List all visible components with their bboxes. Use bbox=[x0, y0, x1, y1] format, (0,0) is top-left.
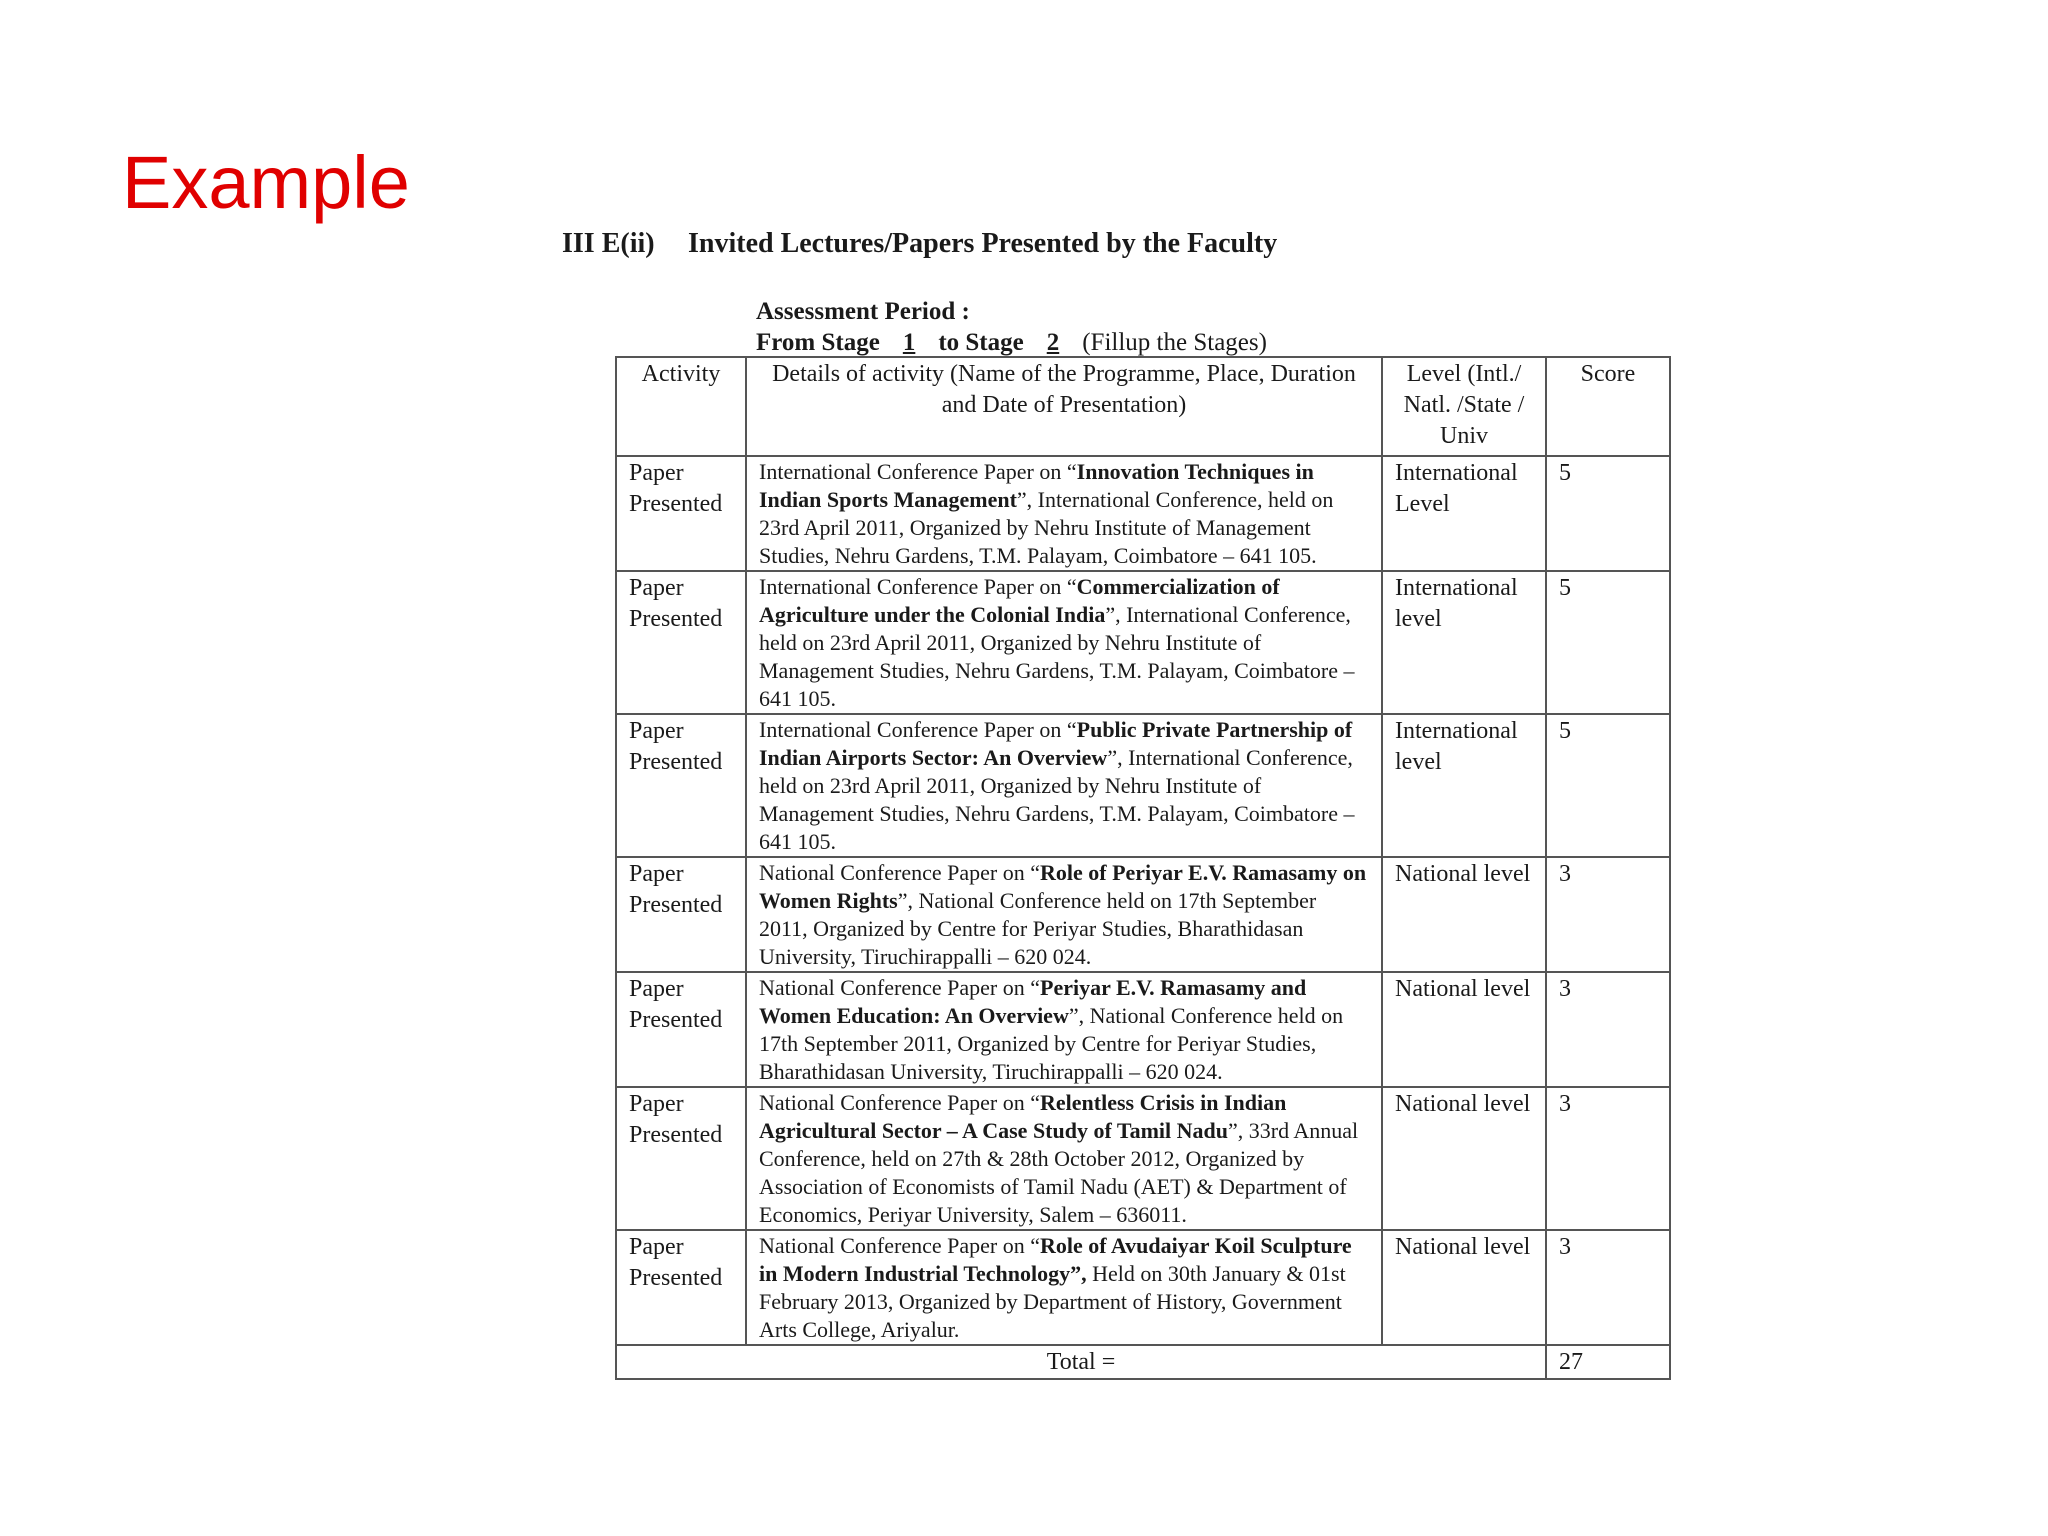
assessment-label: Assessment Period : bbox=[756, 298, 970, 325]
activity-cell: Paper Presented bbox=[616, 571, 746, 714]
details-prefix: International Conference Paper on “ bbox=[759, 717, 1077, 742]
details-cell bbox=[746, 456, 1382, 571]
section-heading bbox=[562, 228, 1277, 260]
table-header-row bbox=[616, 357, 1670, 456]
paper-title: Role of Periyar E.V. Ramasamy on Women Rights bbox=[759, 860, 1367, 913]
header-activity: Activity bbox=[616, 357, 746, 456]
slide-title: Example bbox=[122, 141, 410, 224]
activity-cell: Paper Presented bbox=[616, 1230, 746, 1345]
stage-label: Stage bbox=[965, 329, 1024, 356]
score-cell: 3 bbox=[1546, 1230, 1670, 1345]
details-cell bbox=[746, 714, 1382, 857]
paper-title: Innovation Techniques in Indian Sports Management bbox=[759, 459, 1314, 512]
table-row bbox=[616, 456, 1670, 571]
details-prefix: International Conference Paper on “ bbox=[759, 574, 1077, 599]
details-cell bbox=[746, 857, 1382, 972]
score-cell: 3 bbox=[1546, 1087, 1670, 1230]
level-cell: National level bbox=[1382, 1230, 1546, 1345]
table-row bbox=[616, 714, 1670, 857]
level-cell: National level bbox=[1382, 1087, 1546, 1230]
from-stage-label: From Stage bbox=[756, 329, 880, 356]
details-prefix: National Conference Paper on “ bbox=[759, 975, 1040, 1000]
score-cell: 5 bbox=[1546, 456, 1670, 571]
score-cell: 3 bbox=[1546, 857, 1670, 972]
details-cell bbox=[746, 1230, 1382, 1345]
details-cell bbox=[746, 1087, 1382, 1230]
stage-note: (Fillup the Stages) bbox=[1082, 329, 1267, 356]
details-suffix: ”, National Conference held on 17th September 2011, Organized by Centre for Periyar Studies, Bharathidasan University, Tiruchirappalli – 620 024. bbox=[759, 1003, 1344, 1084]
details-prefix: National Conference Paper on “ bbox=[759, 860, 1040, 885]
paper-title: Role of Avudaiyar Koil Sculpture in Modern Industrial Technology”, bbox=[759, 1233, 1352, 1286]
details-suffix: ”, International Conference, held on 23rd April 2011, Organized by Nehru Institute of Management Studies, Nehru Gardens, T.M. Palayam, Coimbatore – 641 105. bbox=[759, 487, 1334, 568]
paper-title: Public Private Partnership of Indian Airports Sector: An Overview bbox=[759, 717, 1353, 770]
total-value: 27 bbox=[1546, 1345, 1670, 1379]
details-suffix: Held on 30th January & 01st February 2013, Organized by Department of History, Government Arts College, Ariyalur. bbox=[759, 1261, 1346, 1342]
to-label: to bbox=[938, 329, 960, 356]
table-row bbox=[616, 1230, 1670, 1345]
details-suffix: ”, International Conference, held on 23rd April 2011, Organized by Nehru Institute of Management Studies, Nehru Gardens, T.M. Palayam, Coimbatore – 641 105. bbox=[759, 602, 1355, 711]
header-details: Details of activity (Name of the Programme, Place, Duration and Date of Presentation) bbox=[746, 357, 1382, 456]
details-prefix: National Conference Paper on “ bbox=[759, 1090, 1040, 1115]
level-cell: International Level bbox=[1382, 456, 1546, 571]
activity-cell: Paper Presented bbox=[616, 857, 746, 972]
header-level: Level (Intl./ Natl. /State / Univ bbox=[1382, 357, 1546, 456]
level-cell: International level bbox=[1382, 571, 1546, 714]
section-number: III E(ii) bbox=[562, 228, 655, 259]
header-score: Score bbox=[1546, 357, 1670, 456]
level-cell: International level bbox=[1382, 714, 1546, 857]
activity-cell: Paper Presented bbox=[616, 1087, 746, 1230]
details-suffix: ”, International Conference, held on 23rd April 2011, Organized by Nehru Institute of Management Studies, Nehru Gardens, T.M. Palayam, Coimbatore – 641 105. bbox=[759, 745, 1355, 854]
level-cell: National level bbox=[1382, 857, 1546, 972]
details-suffix: ”, 33rd Annual Conference, held on 27th & 28th October 2012, Organized by Association of Economists of Tamil Nadu (AET) & Department of Economics, Periyar University, Salem – 636011. bbox=[759, 1118, 1359, 1227]
stage-line bbox=[756, 327, 1267, 358]
activities-table bbox=[615, 356, 1671, 1380]
total-label: Total = bbox=[616, 1345, 1546, 1379]
details-suffix: ”, National Conference held on 17th September 2011, Organized by Centre for Periyar Studies, Bharathidasan University, Tiruchirappalli – 620 024. bbox=[759, 888, 1317, 969]
table-row bbox=[616, 857, 1670, 972]
total-row bbox=[616, 1345, 1670, 1379]
paper-title: Commercialization of Agriculture under the Colonial India bbox=[759, 574, 1280, 627]
details-prefix: International Conference Paper on “ bbox=[759, 459, 1077, 484]
assessment-period bbox=[756, 296, 1267, 358]
section-title: Invited Lectures/Papers Presented by the Faculty bbox=[688, 228, 1278, 259]
details-prefix: National Conference Paper on “ bbox=[759, 1233, 1040, 1258]
to-stage-value: 2 bbox=[1046, 329, 1060, 356]
score-cell: 3 bbox=[1546, 972, 1670, 1087]
details-cell bbox=[746, 571, 1382, 714]
paper-title: Periyar E.V. Ramasamy and Women Education: An Overview bbox=[759, 975, 1307, 1028]
from-stage-value: 1 bbox=[902, 329, 916, 356]
score-cell: 5 bbox=[1546, 571, 1670, 714]
paper-title: Relentless Crisis in Indian Agricultural Sector – A Case Study of Tamil Nadu bbox=[759, 1090, 1287, 1143]
score-cell: 5 bbox=[1546, 714, 1670, 857]
table-row bbox=[616, 972, 1670, 1087]
table-row bbox=[616, 571, 1670, 714]
details-cell bbox=[746, 972, 1382, 1087]
activity-cell: Paper Presented bbox=[616, 714, 746, 857]
table-row bbox=[616, 1087, 1670, 1230]
activity-cell: Paper Presented bbox=[616, 456, 746, 571]
level-cell: National level bbox=[1382, 972, 1546, 1087]
activity-cell: Paper Presented bbox=[616, 972, 746, 1087]
